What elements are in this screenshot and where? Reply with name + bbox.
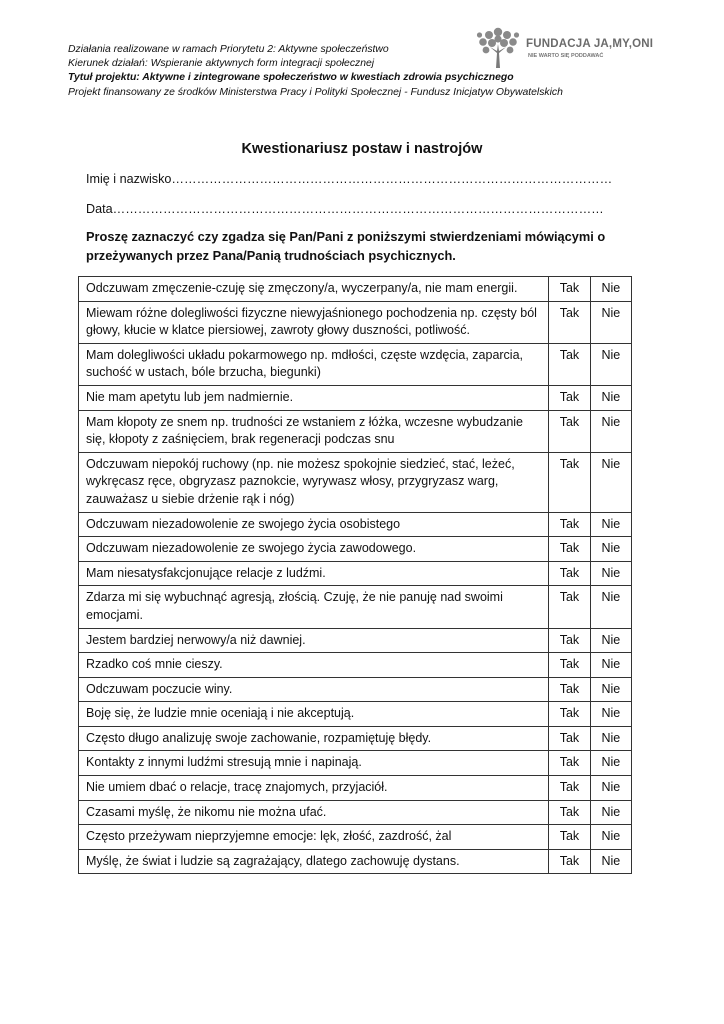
question-row: [79, 776, 632, 801]
header-line-project-title: Tytuł projektu: Aktywne i zintegrowane społeczeństwo w kwestiach zdrowia psychicznego: [68, 72, 514, 84]
question-statement: Odczuwam niepokój ruchowy (np. nie możesz spokojnie siedzieć, stać, leżeć, wykręcasz ręce, obgryzasz paznokcie, wyrywasz włosy, przygryzasz warg, zauważasz u siebie drżenie rąk i nóg): [79, 452, 549, 512]
question-row: [79, 751, 632, 776]
question-statement: Czasami myślę, że nikomu nie można ufać.: [79, 800, 549, 825]
question-statement: Nie mam apetytu lub jem nadmiernie.: [79, 385, 549, 410]
answer-yes[interactable]: Tak: [549, 628, 590, 653]
answer-yes[interactable]: Tak: [549, 776, 590, 801]
question-row: [79, 277, 632, 302]
answer-yes[interactable]: Tak: [549, 825, 590, 850]
question-statement: Myślę, że świat i ludzie są zagrażający, dlatego zachowuję dystans.: [79, 849, 549, 874]
question-statement: Boję się, że ludzie mnie oceniają i nie akceptują.: [79, 702, 549, 727]
tree-icon: [476, 26, 522, 70]
header-line-priority: Działania realizowane w ramach Priorytetu 2: Aktywne społeczeństwo: [68, 44, 389, 55]
question-statement: Zdarza mi się wybuchnąć agresją, złością. Czuję, że nie panuję nad swoimi emocjami.: [79, 586, 549, 628]
question-statement: Mam dolegliwości układu pokarmowego np. mdłości, częste wzdęcia, zaparcia, suchość w ustach, bóle brzucha, biegunki): [79, 343, 549, 385]
question-row: [79, 410, 632, 452]
answer-yes[interactable]: Tak: [549, 726, 590, 751]
answer-yes[interactable]: Tak: [549, 512, 590, 537]
header-line-direction: Kierunek działań: Wspieranie aktywnych form integracji społecznej: [68, 58, 375, 70]
question-row: [79, 343, 632, 385]
question-row: [79, 726, 632, 751]
answer-no[interactable]: Nie: [590, 653, 631, 678]
question-row: [79, 586, 632, 628]
answer-no[interactable]: Nie: [590, 628, 631, 653]
answer-no[interactable]: Nie: [590, 512, 631, 537]
answer-no[interactable]: Nie: [590, 726, 631, 751]
question-statement: Odczuwam poczucie winy.: [79, 677, 549, 702]
answer-no[interactable]: Nie: [590, 385, 631, 410]
answer-yes[interactable]: Tak: [549, 561, 590, 586]
answer-yes[interactable]: Tak: [549, 849, 590, 874]
document-title: Kwestionariusz postaw i nastrojów: [241, 141, 483, 157]
answer-yes[interactable]: Tak: [549, 677, 590, 702]
question-statement: Często długo analizuję swoje zachowanie, rozpamiętuję błędy.: [79, 726, 549, 751]
answer-yes[interactable]: Tak: [549, 301, 590, 343]
question-row: [79, 537, 632, 562]
answer-no[interactable]: Nie: [590, 825, 631, 850]
answer-no[interactable]: Nie: [590, 343, 631, 385]
questionnaire-table: [78, 276, 632, 874]
question-row: [79, 628, 632, 653]
logo-tagline: NIE WARTO SIĘ PODDAWAĆ: [528, 53, 604, 59]
question-row: [79, 702, 632, 727]
answer-no[interactable]: Nie: [590, 702, 631, 727]
name-field: Imię i nazwisko……………………………………………………………………………………………: [86, 172, 613, 186]
answer-yes[interactable]: Tak: [549, 653, 590, 678]
answer-no[interactable]: Nie: [590, 586, 631, 628]
answer-yes[interactable]: Tak: [549, 385, 590, 410]
answer-no[interactable]: Nie: [590, 452, 631, 512]
question-statement: Nie umiem dbać o relacje, tracę znajomych, przyjaciół.: [79, 776, 549, 801]
question-row: [79, 561, 632, 586]
answer-yes[interactable]: Tak: [549, 410, 590, 452]
answer-no[interactable]: Nie: [590, 410, 631, 452]
answer-yes[interactable]: Tak: [549, 452, 590, 512]
answer-yes[interactable]: Tak: [549, 800, 590, 825]
question-row: [79, 800, 632, 825]
answer-no[interactable]: Nie: [590, 301, 631, 343]
question-statement: Mam niesatysfakcjonujące relacje z ludźmi.: [79, 561, 549, 586]
question-statement: Mam kłopoty ze snem np. trudności ze wstaniem z łóżka, wczesne wybudzanie się, kłopoty z zaśnięciem, brak regeneracji podczas snu: [79, 410, 549, 452]
question-row: [79, 301, 632, 343]
question-row: [79, 677, 632, 702]
question-statement: Rzadko coś mnie cieszy.: [79, 653, 549, 678]
answer-no[interactable]: Nie: [590, 849, 631, 874]
question-row: [79, 825, 632, 850]
question-statement: Kontakty z innymi ludźmi stresują mnie i napinają.: [79, 751, 549, 776]
question-statement: Jestem bardziej nerwowy/a niż dawniej.: [79, 628, 549, 653]
question-row: [79, 849, 632, 874]
question-row: [79, 512, 632, 537]
question-row: [79, 385, 632, 410]
foundation-logo: [476, 26, 654, 70]
questionnaire-body: [79, 277, 632, 874]
answer-no[interactable]: Nie: [590, 561, 631, 586]
instruction-text: Proszę zaznaczyć czy zgadza się Pan/Pani z poniższymi stwierdzeniami mówiącymi o przeżywanych przez Pana/Panią trudnościach psychicznych.: [86, 229, 606, 263]
answer-no[interactable]: Nie: [590, 751, 631, 776]
answer-yes[interactable]: Tak: [549, 343, 590, 385]
answer-no[interactable]: Nie: [590, 677, 631, 702]
answer-yes[interactable]: Tak: [549, 586, 590, 628]
answer-no[interactable]: Nie: [590, 776, 631, 801]
date-field: Data………………………………………………………………………………………………………: [86, 202, 604, 216]
question-statement: Odczuwam niezadowolenie ze swojego życia osobistego: [79, 512, 549, 537]
answer-no[interactable]: Nie: [590, 277, 631, 302]
answer-yes[interactable]: Tak: [549, 751, 590, 776]
question-statement: Odczuwam zmęczenie-czuję się zmęczony/a, wyczerpany/a, nie mam energii.: [79, 277, 549, 302]
answer-no[interactable]: Nie: [590, 537, 631, 562]
question-row: [79, 653, 632, 678]
question-statement: Często przeżywam nieprzyjemne emocje: lęk, złość, zazdrość, żal: [79, 825, 549, 850]
answer-no[interactable]: Nie: [590, 800, 631, 825]
question-statement: Odczuwam niezadowolenie ze swojego życia zawodowego.: [79, 537, 549, 562]
question-statement: Miewam różne dolegliwości fizyczne niewyjaśnionego pochodzenia np. częsty ból głowy, kłucie w klatce piersiowej, zawroty głowy duszności, potliwość.: [79, 301, 549, 343]
question-row: [79, 452, 632, 512]
header-line-funding: Projekt finansowany ze środków Ministerstwa Pracy i Polityki Społecznej - Fundusz Inicjatyw Obywatelskich: [68, 86, 563, 98]
answer-yes[interactable]: Tak: [549, 537, 590, 562]
logo-name: FUNDACJA JA,MY,ONI: [526, 38, 654, 50]
answer-yes[interactable]: Tak: [549, 702, 590, 727]
answer-yes[interactable]: Tak: [549, 277, 590, 302]
